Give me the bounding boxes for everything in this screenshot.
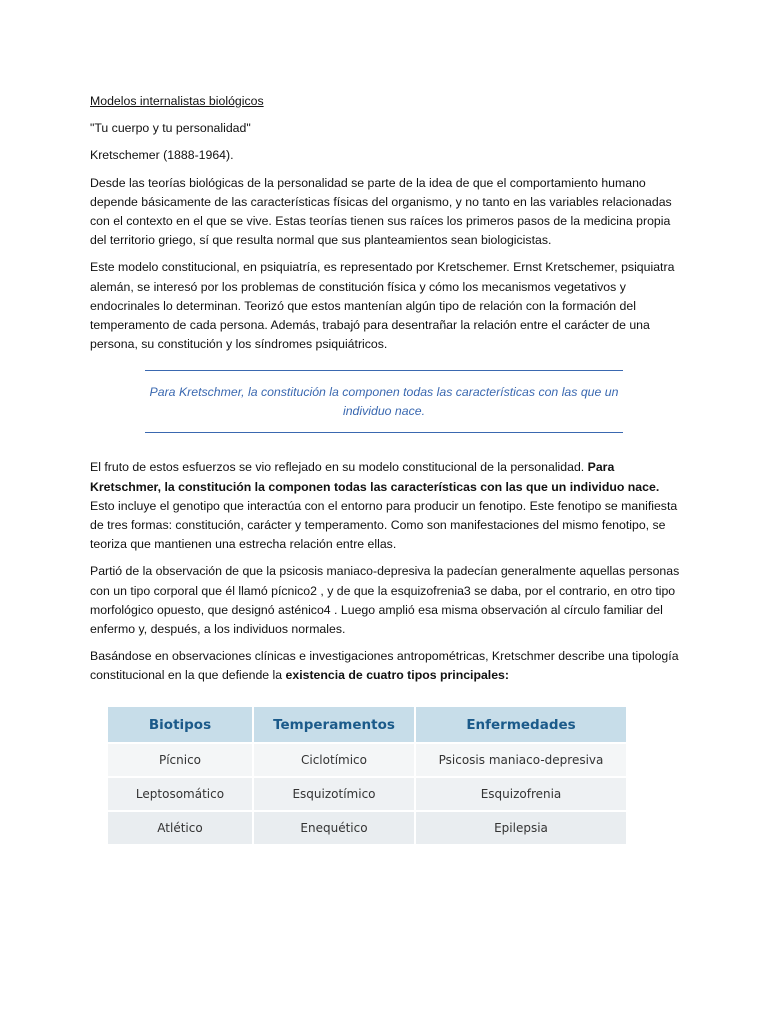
document-heading: Modelos internalistas biológicos — [90, 94, 264, 108]
biotypes-table — [108, 707, 626, 839]
table-row — [108, 743, 626, 777]
table-cell: Ciclotímico — [253, 743, 415, 777]
table-cell: Pícnico — [108, 743, 253, 777]
table-cell: Leptosomático — [108, 777, 253, 811]
table-header-temperamentos: Temperamentos — [253, 707, 415, 743]
table-cell: Atlético — [108, 811, 253, 844]
table-cell: Psicosis maniaco-depresiva — [415, 743, 626, 777]
document-subtitle: "Tu cuerpo y tu personalidad" — [90, 121, 251, 136]
table-cell: Esquizotímico — [253, 777, 415, 811]
paragraph-5-start: Basándose en observaciones clínicas e investigaciones antropométricas, Kretschmer describe una tipología constitucional en la que defiende la — [90, 649, 679, 683]
paragraph-2: Este modelo constitucional, en psiquiatría, es representado por Kretschemer. Ernst Kretschemer, psiquiatra alemán, se interesó por los problemas de constitución física y cómo los mecanismos vegetativos y endocrinales lo determinan. Teorizó que estos mantenían algún tipo de relación con la formación del temperamento de cada persona. Además, trabajó para desentrañar la relación entre el carácter de una persona, su constitución y los síndromes psiquiátricos. — [90, 260, 675, 352]
paragraph-3 — [90, 458, 682, 554]
paragraph-5-bold: existencia de cuatro tipos principales: — [285, 668, 509, 683]
paragraph-3-bold: Para Kretschmer, la constitución la componen todas las características con las que un individuo nace. — [90, 460, 660, 494]
pull-quote: Para Kretschmer, la constitución la componen todas las características con las que un individuo nace. — [145, 370, 623, 433]
paragraph-3-end: Esto incluye el genotipo que interactúa con el entorno para producir un fenotipo. Este fenotipo se manifiesta de tres formas: constitución, carácter y temperamento. Como son manifestaciones del mismo fenotipo, se teoriza que mantienen una estrecha relación entre ellas. — [90, 498, 678, 552]
table-cell: Esquizofrenia — [415, 777, 626, 811]
table-header-biotipos: Biotipos — [108, 707, 253, 743]
author-line: Kretschemer (1888-1964). — [90, 148, 234, 163]
table-header-row — [108, 707, 626, 743]
table-row — [108, 811, 626, 844]
biotypes-table-grid — [108, 707, 626, 844]
table-header-enfermedades: Enfermedades — [415, 707, 626, 743]
table-cell: Epilepsia — [415, 811, 626, 844]
paragraph-4: Partió de la observación de que la psicosis maniaco-depresiva la padecían generalmente aquellas personas con un tipo corporal que él llamó pícnico2 , y de que la esquizofrenia3 se daba, por el contrario, en otro tipo morfológico opuesto, que designó asténico4 . Luego amplió esa misma observación al círculo familiar del enfermo y, después, a los individuos normales. — [90, 564, 680, 637]
paragraph-1: Desde las teorías biológicas de la personalidad se parte de la idea de que el comportamiento humano depende básicamente de las características físicas del organismo, y no tanto en las variables relacionadas con el contexto en el que se vive. Estas teorías tienen sus raíces los primeros pasos de la medicina propia del territorio griego, sí que resulta normal que sus planteamientos sean biologicistas. — [90, 175, 672, 248]
table-row — [108, 777, 626, 811]
paragraph-3-start: El fruto de estos esfuerzos se vio reflejado en su modelo constitucional de la personalidad. — [90, 460, 588, 475]
paragraph-5 — [90, 647, 682, 685]
document-body — [90, 92, 682, 694]
table-cell: Enequético — [253, 811, 415, 844]
